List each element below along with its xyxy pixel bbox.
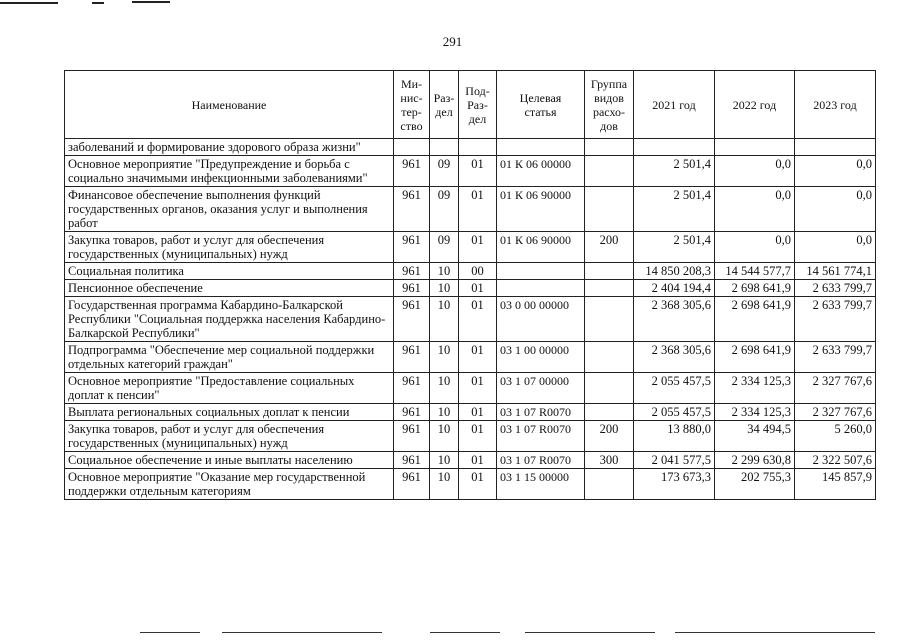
header-section: Раз- дел xyxy=(430,71,459,139)
row-2021: 2 368 305,6 xyxy=(634,297,715,342)
row-subsection: 01 xyxy=(459,156,497,187)
row-2022 xyxy=(715,139,795,156)
scan-artifact-bottom-5 xyxy=(675,632,875,633)
row-2023: 2 633 799,7 xyxy=(795,280,876,297)
header-ministry: Ми- нис- тер- ство xyxy=(394,71,430,139)
row-2023: 5 260,0 xyxy=(795,421,876,452)
row-target: 01 К 06 90000 xyxy=(497,187,585,232)
row-ministry: 961 xyxy=(394,187,430,232)
row-subsection: 01 xyxy=(459,469,497,500)
scan-artifact-bottom-1 xyxy=(140,632,200,633)
scan-artifact-right xyxy=(132,1,170,3)
row-target: 01 К 06 90000 xyxy=(497,232,585,263)
row-2021: 2 055 457,5 xyxy=(634,373,715,404)
row-expense-group xyxy=(585,297,634,342)
header-subsection: Под- Раз- дел xyxy=(459,71,497,139)
page-number: 291 xyxy=(442,34,463,49)
row-2023: 0,0 xyxy=(795,156,876,187)
row-subsection: 01 xyxy=(459,297,497,342)
row-expense-group xyxy=(585,280,634,297)
table-row xyxy=(65,404,876,421)
row-name: заболеваний и формирование здорового образа жизни" xyxy=(65,139,394,156)
row-section xyxy=(430,139,459,156)
row-subsection: 01 xyxy=(459,280,497,297)
row-name: Выплата региональных социальных доплат к пенсии xyxy=(65,404,394,421)
row-target: 01 К 06 00000 xyxy=(497,156,585,187)
header-2022: 2022 год xyxy=(715,71,795,139)
row-ministry: 961 xyxy=(394,156,430,187)
table-row xyxy=(65,342,876,373)
row-expense-group xyxy=(585,156,634,187)
row-name: Государственная программа Кабардино-Балкарской Республики "Социальная поддержка населения Кабардино-Балкарской Республики" xyxy=(65,297,394,342)
row-2021 xyxy=(634,139,715,156)
row-2021: 2 501,4 xyxy=(634,156,715,187)
row-2022: 2 299 630,8 xyxy=(715,452,795,469)
row-expense-group: 200 xyxy=(585,232,634,263)
row-target: 03 1 00 00000 xyxy=(497,342,585,373)
row-2023 xyxy=(795,139,876,156)
row-name: Социальная политика xyxy=(65,263,394,280)
row-ministry: 961 xyxy=(394,469,430,500)
row-2022: 34 494,5 xyxy=(715,421,795,452)
row-target xyxy=(497,280,585,297)
row-ministry: 961 xyxy=(394,342,430,373)
row-target: 03 1 15 00000 xyxy=(497,469,585,500)
table-row xyxy=(65,280,876,297)
row-2022: 2 334 125,3 xyxy=(715,373,795,404)
row-target xyxy=(497,263,585,280)
table-row xyxy=(65,263,876,280)
row-ministry: 961 xyxy=(394,263,430,280)
row-2021: 14 850 208,3 xyxy=(634,263,715,280)
row-section: 10 xyxy=(430,373,459,404)
table-row xyxy=(65,452,876,469)
row-2023: 2 327 767,6 xyxy=(795,373,876,404)
row-section: 10 xyxy=(430,421,459,452)
scan-artifact-bottom-4 xyxy=(525,632,655,633)
row-2023: 145 857,9 xyxy=(795,469,876,500)
header-name: Наименование xyxy=(65,71,394,139)
row-name: Основное мероприятие "Предоставление социальных доплат к пенсии" xyxy=(65,373,394,404)
row-2023: 2 633 799,7 xyxy=(795,297,876,342)
table-row xyxy=(65,297,876,342)
row-subsection: 01 xyxy=(459,187,497,232)
scan-artifact-left xyxy=(0,2,58,4)
row-subsection: 01 xyxy=(459,232,497,263)
row-section: 10 xyxy=(430,297,459,342)
row-section: 09 xyxy=(430,187,459,232)
table-row xyxy=(65,187,876,232)
row-expense-group xyxy=(585,342,634,373)
row-name: Закупка товаров, работ и услуг для обеспечения государственных (муниципальных) нужд xyxy=(65,421,394,452)
row-subsection xyxy=(459,139,497,156)
row-subsection: 01 xyxy=(459,452,497,469)
row-2021: 2 501,4 xyxy=(634,232,715,263)
scan-artifact-bottom-3 xyxy=(430,632,500,633)
row-2022: 2 334 125,3 xyxy=(715,404,795,421)
row-section: 10 xyxy=(430,263,459,280)
row-subsection: 00 xyxy=(459,263,497,280)
row-name: Финансовое обеспечение выполнения функций государственных органов, оказания услуг и выполнения работ xyxy=(65,187,394,232)
row-2021: 2 368 305,6 xyxy=(634,342,715,373)
row-subsection: 01 xyxy=(459,404,497,421)
row-ministry xyxy=(394,139,430,156)
row-ministry: 961 xyxy=(394,297,430,342)
row-name: Подпрограмма "Обеспечение мер социальной поддержки отдельных категорий граждан" xyxy=(65,342,394,373)
row-2021: 2 055 457,5 xyxy=(634,404,715,421)
row-expense-group xyxy=(585,187,634,232)
row-expense-group xyxy=(585,373,634,404)
row-target: 03 0 00 00000 xyxy=(497,297,585,342)
row-2021: 173 673,3 xyxy=(634,469,715,500)
table-row xyxy=(65,373,876,404)
row-2023: 14 561 774,1 xyxy=(795,263,876,280)
header-2021: 2021 год xyxy=(634,71,715,139)
row-section: 09 xyxy=(430,156,459,187)
row-subsection: 01 xyxy=(459,421,497,452)
row-expense-group xyxy=(585,139,634,156)
row-section: 10 xyxy=(430,404,459,421)
row-section: 09 xyxy=(430,232,459,263)
row-2021: 13 880,0 xyxy=(634,421,715,452)
row-target xyxy=(497,139,585,156)
row-name: Социальное обеспечение и иные выплаты населению xyxy=(65,452,394,469)
table-row xyxy=(65,469,876,500)
budget-table xyxy=(64,70,876,500)
row-expense-group xyxy=(585,404,634,421)
row-section: 10 xyxy=(430,469,459,500)
row-2022: 2 698 641,9 xyxy=(715,280,795,297)
row-expense-group xyxy=(585,263,634,280)
row-name: Основное мероприятие "Оказание мер государственной поддержки отдельным категориям xyxy=(65,469,394,500)
row-name: Закупка товаров, работ и услуг для обеспечения государственных (муниципальных) нужд xyxy=(65,232,394,263)
row-2023: 2 327 767,6 xyxy=(795,404,876,421)
row-ministry: 961 xyxy=(394,373,430,404)
row-2022: 0,0 xyxy=(715,232,795,263)
row-2021: 2 404 194,4 xyxy=(634,280,715,297)
header-row xyxy=(65,71,876,139)
header-2023: 2023 год xyxy=(795,71,876,139)
scan-artifact-bottom-2 xyxy=(222,632,382,633)
table-row xyxy=(65,139,876,156)
row-expense-group: 200 xyxy=(585,421,634,452)
row-target: 03 1 07 R0070 xyxy=(497,404,585,421)
row-target: 03 1 07 R0070 xyxy=(497,452,585,469)
row-2023: 0,0 xyxy=(795,232,876,263)
header-expense-group: Группа видов расхо- дов xyxy=(585,71,634,139)
row-name: Основное мероприятие "Предупреждение и борьба с социально значимыми инфекционными заболеваниями" xyxy=(65,156,394,187)
row-section: 10 xyxy=(430,452,459,469)
scan-artifact-mid xyxy=(92,2,104,4)
row-2021: 2 041 577,5 xyxy=(634,452,715,469)
row-expense-group xyxy=(585,469,634,500)
row-subsection: 01 xyxy=(459,373,497,404)
row-ministry: 961 xyxy=(394,452,430,469)
row-ministry: 961 xyxy=(394,232,430,263)
row-subsection: 01 xyxy=(459,342,497,373)
header-target: Целевая статья xyxy=(497,71,585,139)
row-2021: 2 501,4 xyxy=(634,187,715,232)
row-target: 03 1 07 00000 xyxy=(497,373,585,404)
row-section: 10 xyxy=(430,280,459,297)
row-2023: 0,0 xyxy=(795,187,876,232)
table-row xyxy=(65,156,876,187)
row-2023: 2 633 799,7 xyxy=(795,342,876,373)
row-2022: 0,0 xyxy=(715,187,795,232)
row-2022: 2 698 641,9 xyxy=(715,297,795,342)
table-row xyxy=(65,421,876,452)
row-ministry: 961 xyxy=(394,280,430,297)
row-ministry: 961 xyxy=(394,421,430,452)
row-expense-group: 300 xyxy=(585,452,634,469)
row-ministry: 961 xyxy=(394,404,430,421)
row-name: Пенсионное обеспечение xyxy=(65,280,394,297)
row-target: 03 1 07 R0070 xyxy=(497,421,585,452)
row-2023: 2 322 507,6 xyxy=(795,452,876,469)
row-2022: 0,0 xyxy=(715,156,795,187)
row-2022: 202 755,3 xyxy=(715,469,795,500)
row-2022: 2 698 641,9 xyxy=(715,342,795,373)
row-2022: 14 544 577,7 xyxy=(715,263,795,280)
row-section: 10 xyxy=(430,342,459,373)
table-row xyxy=(65,232,876,263)
